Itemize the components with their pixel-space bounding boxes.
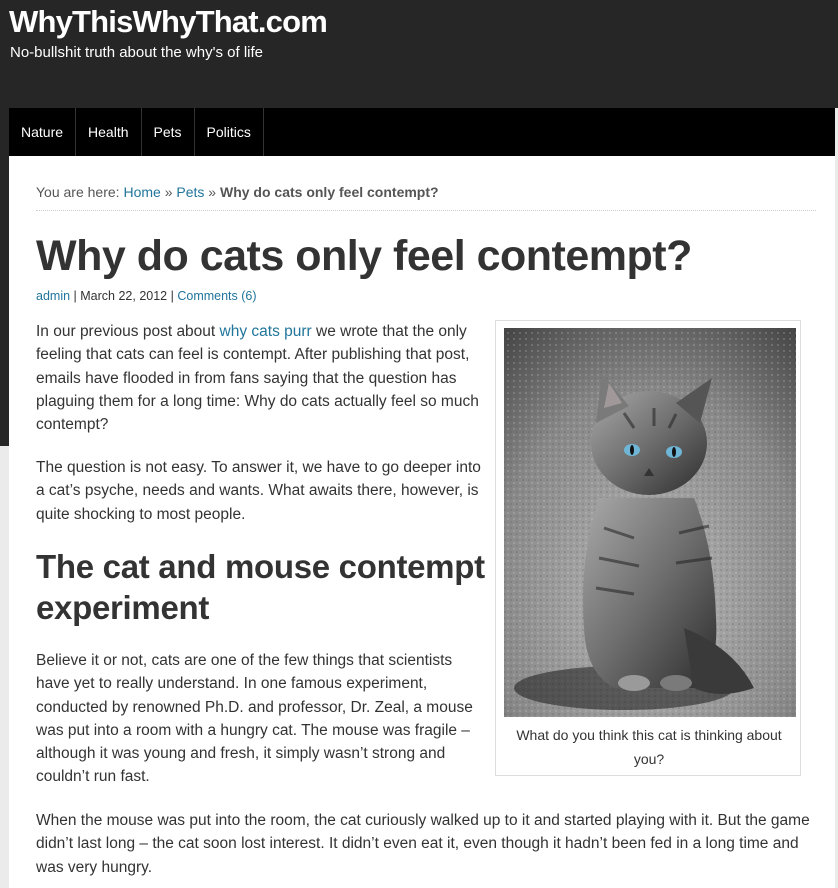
post-title: Why do cats only feel contempt? — [36, 232, 692, 280]
breadcrumb-current: Why do cats only feel contempt? — [219, 184, 439, 200]
post-subheading: The cat and mouse contempt experiment — [36, 548, 485, 626]
post-meta — [36, 289, 257, 303]
meta-separator: | — [73, 289, 81, 303]
cat-photo-illustration — [504, 328, 796, 717]
post-paragraph-3: Believe it or not, cats are one of the few things that scientists have yet to really understand. In one famous experiment, conducted by renowned Ph.D. and professor, Dr. Zeal, a mouse was put into a room with a hungry cat. The mouse was fragile – although it was young and fresh, it simply wasn’t strong and couldn’t run fast. — [36, 652, 473, 786]
cat-photo[interactable] — [504, 328, 796, 717]
meta-separator: | — [170, 289, 178, 303]
post-paragraph-1 — [36, 320, 486, 436]
content-area — [9, 156, 835, 888]
main-nav — [9, 108, 835, 156]
breadcrumb-home-link[interactable]: Home — [123, 184, 161, 200]
post-date: March 22, 2012 — [80, 289, 168, 303]
post-paragraph-4: When the mouse was put into the room, the cat curiously walked up to it and started playing with it. But the game didn’t last long – the cat soon lost interest. It didn’t even eat it, even though it hadn’t been fed in a long time and was very hungry. — [36, 812, 810, 876]
nav-item-politics[interactable]: Politics — [195, 108, 264, 156]
breadcrumb — [36, 184, 816, 211]
paragraph-text: we wrote that the only feeling that cats can feel is contempt. After publishing that post, emails have flooded in from fans saying that the question has plaguing them for a long time: Why do cats actually feel so much contempt? — [36, 323, 479, 434]
figure-caption: What do you think this cat is thinking about you? — [516, 727, 782, 767]
nav-item-health[interactable]: Health — [76, 108, 141, 156]
nav-item-nature[interactable]: Nature — [9, 108, 76, 156]
breadcrumb-separator: » — [164, 184, 177, 200]
page-edge-light — [0, 446, 9, 888]
breadcrumb-prefix: You are here: — [36, 184, 124, 200]
paragraph-text: In our previous post about — [36, 323, 220, 340]
post-author-link[interactable]: admin — [36, 289, 71, 303]
page-edge-dark — [0, 108, 9, 446]
site-tagline: No-bullshit truth about the why's of life — [10, 44, 263, 61]
post-comments-link[interactable]: Comments (6) — [177, 289, 257, 303]
post-figure — [495, 320, 801, 776]
post-paragraph-2: The question is not easy. To answer it, we have to go deeper into a cat’s psyche, needs and wants. What awaits there, however, is quite shocking to most people. — [36, 459, 481, 523]
why-cats-purr-link[interactable]: why cats purr — [219, 323, 312, 340]
site-title-link[interactable]: WhyThisWhyThat.com — [9, 4, 327, 39]
nav-item-pets[interactable]: Pets — [142, 108, 195, 156]
breadcrumb-pets-link[interactable]: Pets — [176, 184, 205, 200]
breadcrumb-separator: » — [208, 184, 220, 200]
